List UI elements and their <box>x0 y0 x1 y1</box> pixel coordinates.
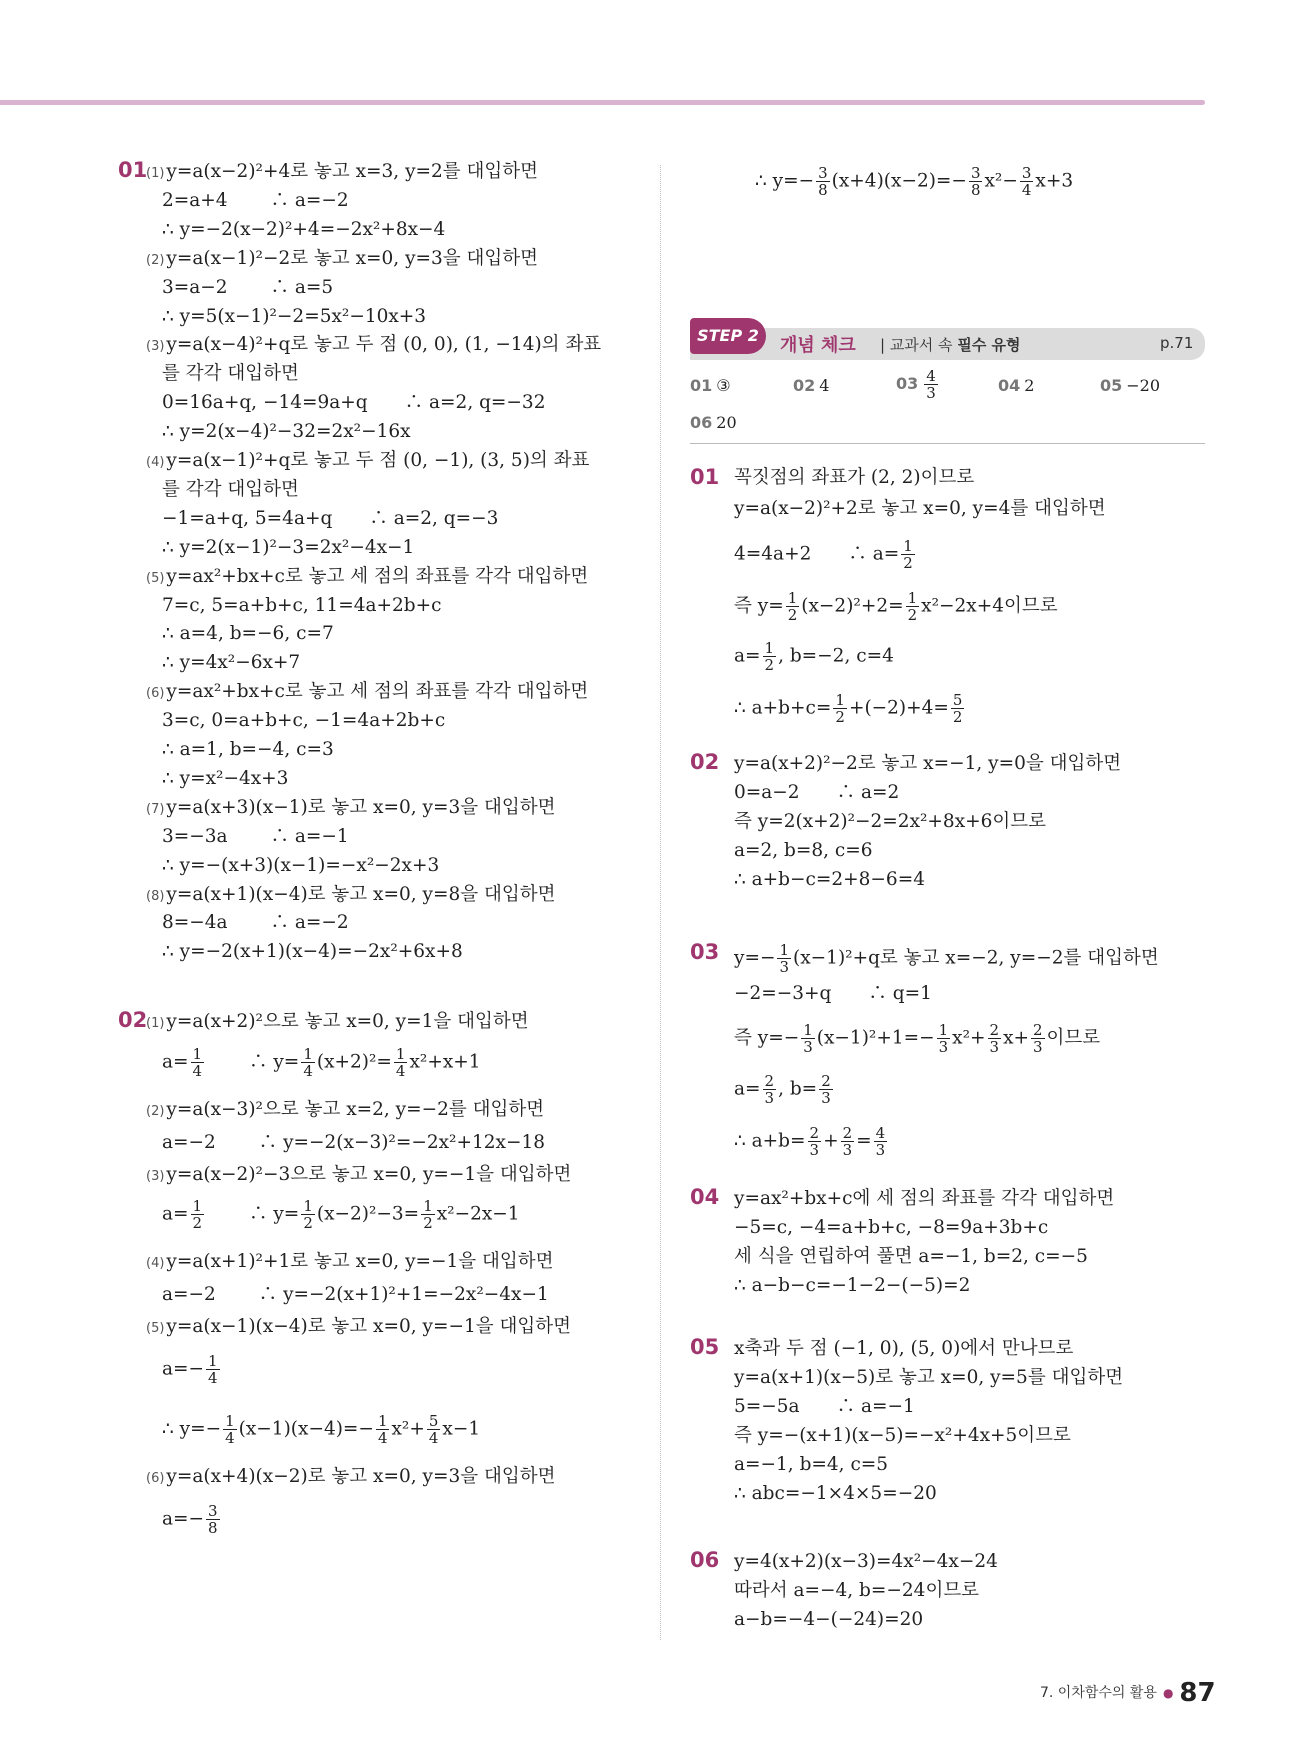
left-column <box>118 158 638 1648</box>
line: ∴ a+b−c=2+8−6=4 <box>734 869 925 890</box>
line: 0=16a+q, −14=9a+q ∴ a=2, q=−32 <box>162 392 546 414</box>
line: 즉 y=−(x+1)(x−5)=−x²+4x+5이므로 <box>734 1425 1071 1446</box>
line: 2=a+4 ∴ a=−2 <box>162 189 349 211</box>
line: (4) y=a(x+1)²+1로 놓고 x=0, y=−1을 대입하면 <box>146 1251 554 1272</box>
line: y=ax²+bx+c에 세 점의 좌표를 각각 대입하면 <box>734 1188 1115 1209</box>
line: x축과 두 점 (−1, 0), (5, 0)에서 만나므로 <box>734 1338 1074 1359</box>
line: 를 각각 대입하면 <box>162 478 299 500</box>
line: (3) y=a(x−4)²+q로 놓고 두 점 (0, 0), (1, −14)의 좌표 <box>146 334 602 356</box>
problem-number: 05 <box>690 1335 720 1359</box>
line: ∴ y=2(x−1)²−3=2x²−4x−1 <box>162 536 415 558</box>
line: y=− $\frac{1}{3}$ (x−1)²+q로 놓고 x=−2, y=−2를 대입하면 <box>734 941 1159 976</box>
line: y=a(x+2)²−2로 놓고 x=−1, y=0을 대입하면 <box>734 753 1122 774</box>
line: 즉 y=− $\frac{1}{3}$ (x−1)²+1=− $\frac{1}{3}$ x²+ $\frac{2}{3}$ x+ $\frac{2}{3}$ 이므로 <box>734 1021 1101 1056</box>
problem-number: 02 <box>690 750 720 774</box>
line: ∴ y=4x²−6x+7 <box>162 652 301 674</box>
line: ∴ y=−(x+3)(x−1)=−x²−2x+3 <box>162 854 440 876</box>
line: a= $\frac{1}{4}$ ∴ y= $\frac{1}{4}$ (x+2)²= $\frac{1}{4}$ x²+x+1 <box>162 1045 481 1080</box>
line: (1) y=a(x+2)²으로 놓고 x=0, y=1을 대입하면 <box>146 1011 529 1032</box>
line: 8=−4a ∴ a=−2 <box>162 912 349 934</box>
line: 0=a−2 ∴ a=2 <box>734 782 900 803</box>
line: ∴ y=5(x−1)²−2=5x²−10x+3 <box>162 305 427 327</box>
line: ∴ abc=−1×4×5=−20 <box>734 1483 937 1504</box>
line: y=4(x+2)(x−3)=4x²−4x−24 <box>734 1551 998 1572</box>
line: (1) y=a(x−2)²+4로 놓고 x=3, y=2를 대입하면 <box>146 161 539 182</box>
line: 4=4a+2 ∴ a= $\frac{1}{2}$ <box>734 537 913 572</box>
line: y=a(x−2)²+2로 놓고 x=0, y=4를 대입하면 <box>734 498 1106 519</box>
answer-item: 04 2 <box>998 376 1035 395</box>
answer-item: 01 ③ <box>690 376 731 395</box>
answer-item: 02 4 <box>793 376 830 395</box>
top-rule <box>0 100 1205 105</box>
answer-item: 06 20 <box>690 413 737 432</box>
line: 즉 y=2(x+2)²−2=2x²+8x+6이므로 <box>734 811 1047 832</box>
line: (3) y=a(x−2)²−3으로 놓고 x=0, y=−1을 대입하면 <box>146 1164 572 1185</box>
line: ∴ a=1, b=−4, c=3 <box>162 739 334 760</box>
line: a=2, b=8, c=6 <box>734 840 873 861</box>
problem-number: 04 <box>690 1185 720 1209</box>
line: y=a(x+1)(x−5)로 놓고 x=0, y=5를 대입하면 <box>734 1367 1124 1388</box>
step-subtitle: | 교과서 속 필수 유형 <box>880 336 1021 354</box>
line: 즉 y= $\frac{1}{2}$ (x−2)²+2= $\frac{1}{2}$ x²−2x+4이므로 <box>734 589 1058 624</box>
line: ∴ a=4, b=−6, c=7 <box>162 623 334 645</box>
line: (6) y=ax²+bx+c로 놓고 세 점의 좌표를 각각 대입하면 <box>146 681 589 703</box>
line: a=−1, b=4, c=5 <box>734 1454 889 1475</box>
line: ∴ a−b−c=−1−2−(−5)=2 <box>734 1275 971 1296</box>
line: ∴ y=− $\frac{1}{4}$ (x−1)(x−4)=− $\frac{1}{4}$ x²+ $\frac{5}{4}$ x−1 <box>162 1412 481 1447</box>
line: ∴ y=−2(x−2)²+4=−2x²+8x−4 <box>162 218 446 240</box>
step-title: 개념 체크 <box>780 335 856 356</box>
line: 3=c, 0=a+b+c, −1=4a+2b+c <box>162 710 446 732</box>
page-footer <box>1040 1678 1216 1708</box>
line: ∴ y=−2(x+1)(x−4)=−2x²+6x+8 <box>162 941 463 963</box>
line: ∴ a+b+c= $\frac{1}{2}$ +(−2)+4= $\frac{5}{2}$ <box>734 691 963 726</box>
chapter-label: 7. 이차함수의 활용 <box>1040 1685 1157 1701</box>
line: 5=−5a ∴ a=−1 <box>734 1396 915 1417</box>
line: 7=c, 5=a+b+c, 11=4a+2b+c <box>162 594 442 616</box>
line: a=−2 ∴ y=−2(x+1)²+1=−2x²−4x−1 <box>162 1284 549 1305</box>
line: a= $\frac{1}{2}$ ∴ y= $\frac{1}{2}$ (x−2)²−3= $\frac{1}{2}$ x²−2x−1 <box>162 1197 520 1232</box>
column-divider <box>660 165 661 1640</box>
line: −1=a+q, 5=4a+q ∴ a=2, q=−3 <box>162 507 499 529</box>
line: (5) y=a(x−1)(x−4)로 놓고 x=0, y=−1을 대입하면 <box>146 1316 571 1337</box>
line: a= $\frac{2}{3}$ , b= $\frac{2}{3}$ <box>734 1072 831 1107</box>
problem-number: 02 <box>118 1008 148 1032</box>
line: ∴ a+b= $\frac{2}{3}$ + $\frac{2}{3}$ = $\frac{4}{3}$ <box>734 1124 886 1159</box>
line: −2=−3+q ∴ q=1 <box>734 983 932 1004</box>
line: (2) y=a(x−3)²으로 놓고 x=2, y=−2를 대입하면 <box>146 1099 545 1120</box>
bullet-icon: ● <box>1162 1686 1174 1700</box>
problem-number: 01 <box>118 158 148 182</box>
line: a−b=−4−(−24)=20 <box>734 1609 924 1630</box>
line: a=−2 ∴ y=−2(x−3)²=−2x²+12x−18 <box>162 1132 545 1153</box>
problem-number: 01 <box>690 465 720 489</box>
line: (6) y=a(x+4)(x−2)로 놓고 x=0, y=3을 대입하면 <box>146 1466 556 1487</box>
line: a=− $\frac{3}{8}$ <box>162 1502 218 1537</box>
line: 꼭짓점의 좌표가 (2, 2)이므로 <box>734 467 975 488</box>
line: a= $\frac{1}{2}$ , b=−2, c=4 <box>734 639 894 674</box>
line: 3=a−2 ∴ a=5 <box>162 276 334 298</box>
line: ∴ y=2(x−4)²−32=2x²−16x <box>162 421 411 443</box>
line: (8) y=a(x+1)(x−4)로 놓고 x=0, y=8을 대입하면 <box>146 883 556 905</box>
page-reference: p.71 <box>1160 334 1194 352</box>
step-badge: STEP 2 <box>690 318 766 354</box>
line: 따라서 a=−4, b=−24이므로 <box>734 1580 980 1601</box>
line: (7) y=a(x+3)(x−1)로 놓고 x=0, y=3을 대입하면 <box>146 796 556 818</box>
problem-number: 03 <box>690 940 720 964</box>
answer-item: 03 $\frac{4}{3}$ <box>896 367 936 402</box>
answer-item: 05 −20 <box>1100 376 1161 395</box>
line: (4) y=a(x−1)²+q로 놓고 두 점 (0, −1), (3, 5)의 좌표 <box>146 450 590 471</box>
line: (5) y=ax²+bx+c로 놓고 세 점의 좌표를 각각 대입하면 <box>146 565 589 587</box>
line: 를 각각 대입하면 <box>162 363 299 385</box>
line: a=− $\frac{1}{4}$ <box>162 1352 218 1387</box>
page-number: 87 <box>1179 1678 1216 1708</box>
line: (2) y=a(x−1)²−2로 놓고 x=0, y=3을 대입하면 <box>146 247 539 269</box>
line: ∴ y=x²−4x+3 <box>162 767 289 789</box>
continued-line: ∴ y=− $\frac{3}{8}$ (x+4)(x−2)=− $\frac{3}{8}$ x²− $\frac{3}{4}$ x+3 <box>755 164 1074 199</box>
problem-number: 06 <box>690 1548 720 1572</box>
line: −5=c, −4=a+b+c, −8=9a+3b+c <box>734 1217 1049 1238</box>
line: 3=−3a ∴ a=−1 <box>162 825 349 847</box>
answer-divider <box>690 443 1205 444</box>
line: 세 식을 연립하여 풀면 a=−1, b=2, c=−5 <box>734 1246 1088 1267</box>
